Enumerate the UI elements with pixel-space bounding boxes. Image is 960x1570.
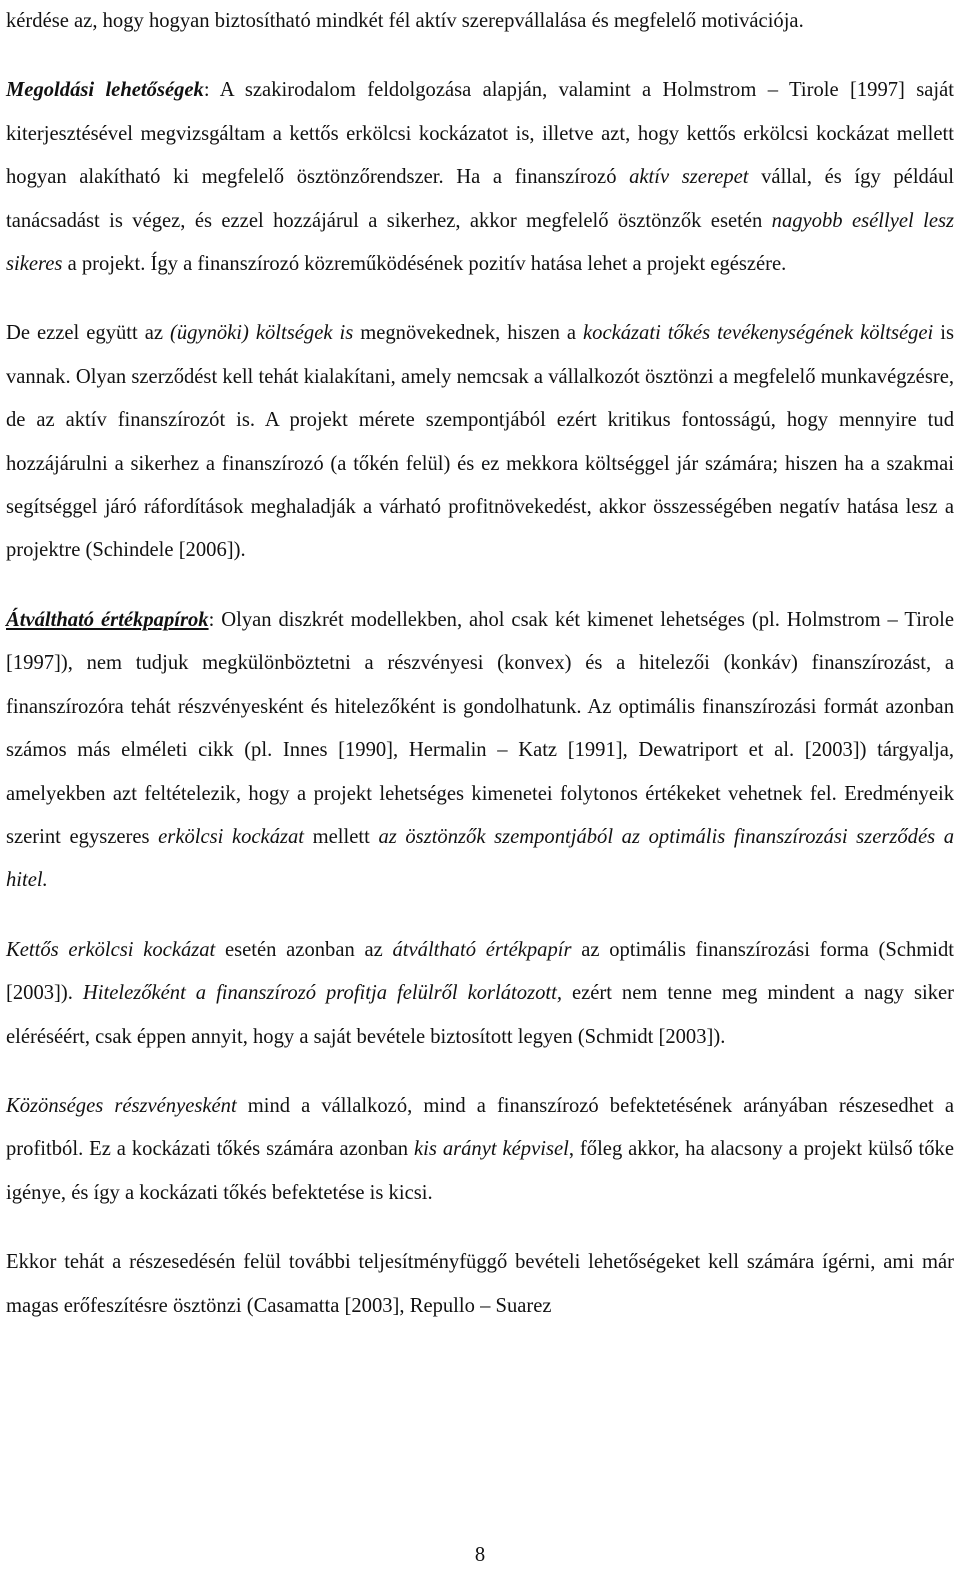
emphasized-text: Kettős erkölcsi kockázat — [6, 938, 216, 961]
paragraph-gap — [6, 1215, 954, 1241]
paragraph-gap — [6, 286, 954, 312]
emphasized-text: nagyobb eséllyel lesz sikeres — [6, 209, 954, 276]
emphasized-text: Közönséges részvényesként — [6, 1094, 237, 1117]
paragraph-gap — [6, 1059, 954, 1085]
emphasized-text: az ösztönzők szempontjából az optimális finanszírozási szerződés a hitel. — [6, 825, 955, 892]
text-run: Ekkor tehát a részesedésén felül további teljesítményfüggő bevételi lehetőségeket kell számára ígérni, ami már magas erőfeszítésre ösztönzi (Casamatta [2003], Repullo – Suarez — [6, 1251, 954, 1317]
paragraph — [6, 1085, 954, 1215]
document-page — [6, 0, 954, 1328]
emphasized-text: kockázati tőkés tevékenységének költségei — [583, 322, 934, 345]
text-run: megnövekednek, hiszen a — [353, 322, 584, 345]
emphasized-text: (ügynöki) költségek is — [169, 322, 354, 345]
paragraph — [6, 1241, 954, 1328]
text-run: : A szakirodalom feldolgozása alapján, valamint a Holmstrom – Tirole [1997] saját kiterjesztésével megvizsgáltam a kettős erkölcsi kockázatot is, illetve azt, hogy kettős erkölcsi kockázat mellett hogyan alakítható ki megfelelő ösztönzőrendszer. Ha a finanszírozó — [6, 79, 955, 189]
text-run: mellett — [304, 825, 379, 848]
emphasized-text: átváltható értékpapír — [392, 938, 572, 961]
paragraph-gap — [6, 573, 954, 599]
text-run: De ezzel együtt az — [6, 322, 170, 345]
text-run: kérdése az, hogy hogyan biztosítható mindkét fél aktív szerepvállalása és megfelelő motivációja. — [6, 10, 804, 32]
text-run: , főleg akkor, ha alacsony a projekt külső tőke igénye, és így a kockázati tőkés befektetése is kicsi. — [6, 1138, 954, 1204]
page-number: 8 — [474, 1544, 486, 1566]
text-run: esetén azonban az — [215, 938, 393, 961]
text-run: vállal, és így például tanácsadást is végez, és ezzel hozzájárul a sikerhez, akkor megfelelő ösztönzők esetén — [6, 166, 954, 232]
emphasized-text: Megoldási lehetőségek — [6, 79, 204, 102]
text-run: : Olyan diszkrét modellekben, ahol csak két kimenet lehetséges (pl. Holmstrom – Tirole [1997]), nem tudjuk megkülönböztetni a részvényesi (konvex) és a hitelezői (konkáv) finanszírozást, a finanszírozóra tehát részvényesként és hitelezőként is gondolhatunk. Az optimális finanszírozási formát azonban számos más elméleti cikk (pl. Innes [1990], Hermalin – Katz [1991], Dewatriport et al. [2003]) tárgyalja, amelyekben azt feltételezik, hogy a projekt lehetséges kimenetei folytonos értékeket vehetnek fel. Eredményeik szerint egyszeres — [6, 608, 954, 848]
text-run: ezért nem tenne meg mindent a nagy siker eléréséért, csak éppen annyit, hogy a saját bevétele biztosított legyen (Schmidt [2003]). — [6, 982, 954, 1048]
paragraph — [6, 69, 954, 286]
text-run: az optimális finanszírozási forma (Schmidt [2003]). — [6, 938, 955, 1005]
emphasized-text: Hitelezőként a finanszírozó profitja felülről korlátozott, — [82, 982, 562, 1005]
paragraph — [6, 312, 954, 572]
paragraph — [6, 599, 954, 903]
text-run: is vannak. Olyan szerződést kell tehát kialakítani, amely nemcsak a vállalkozót ösztönzi a megfelelő munkavégzésre, de az aktív finanszírozót is. A projekt mérete szempontjából ezért kritikus fontosságú, hogy mennyire tud hozzájárulni a sikerhez a finanszírozó (a tőkén felül) és ez mekkora költséggel jár számára; hiszen ha a szakmai segítséggel járó ráfordítások meghaladják a várható profitnövekedést, akkor összességében negatív hatása lesz a projektre (Schindele [2006]). — [6, 322, 954, 562]
text-run: a projekt. Így a finanszírozó közreműködésének pozitív hatása lehet a projekt egészére. — [62, 253, 787, 276]
text-run: mind a vállalkozó, mind a finanszírozó befektetésének arányában részesedhet a profitból. Ez a kockázati tőkés számára azonban — [6, 1094, 954, 1161]
emphasized-text: aktív szerepet — [629, 166, 749, 189]
paragraph — [6, 0, 954, 43]
emphasized-text: Átváltható értékpapírok — [6, 608, 209, 631]
paragraph — [6, 929, 954, 1059]
body-text — [6, 0, 954, 1328]
emphasized-text: kis arányt képvisel — [414, 1138, 569, 1161]
emphasized-text: erkölcsi kockázat — [158, 825, 305, 848]
paragraph-gap — [6, 43, 954, 69]
paragraph-gap — [6, 903, 954, 929]
